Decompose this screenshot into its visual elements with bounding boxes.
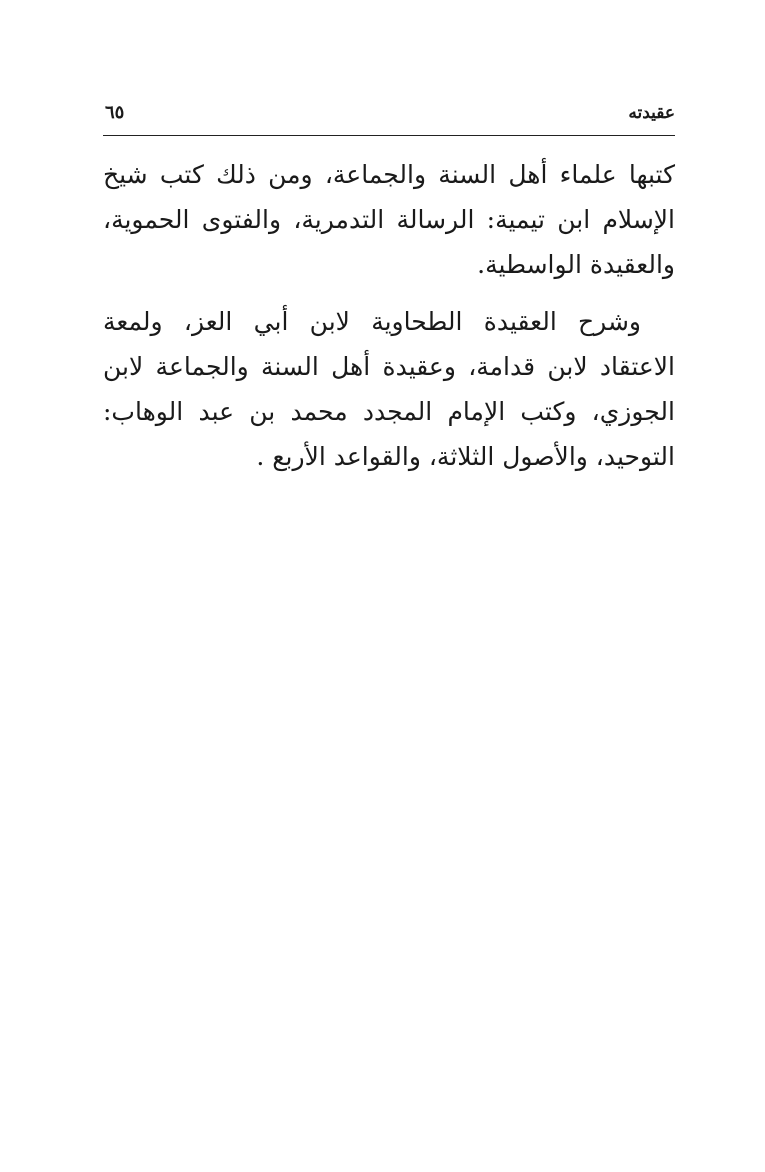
paragraph-1: كتبها علماء أهل السنة والجماعة، ومن ذلك كتب شيخ الإسلام ابن تيمية: الرسالة التدمرية، والفتوى الحموية، والعقيدة الواسطية. bbox=[103, 160, 675, 279]
page-header bbox=[103, 98, 675, 132]
page-number: ٦٥ bbox=[105, 102, 125, 123]
paragraph-2: وشرح العقيدة الطحاوية لابن أبي العز، ولمعة الاعتقاد لابن قدامة، وعقيدة أهل السنة والجماعة لابن الجوزي، وكتب الإمام المجدد محمد بن عبد الوهاب: التوحيد، والأصول الثلاثة، والقواعد الأربع . bbox=[103, 307, 675, 471]
header-rule bbox=[103, 135, 675, 136]
running-head: عقيدته bbox=[628, 103, 675, 123]
page-body bbox=[103, 152, 675, 479]
